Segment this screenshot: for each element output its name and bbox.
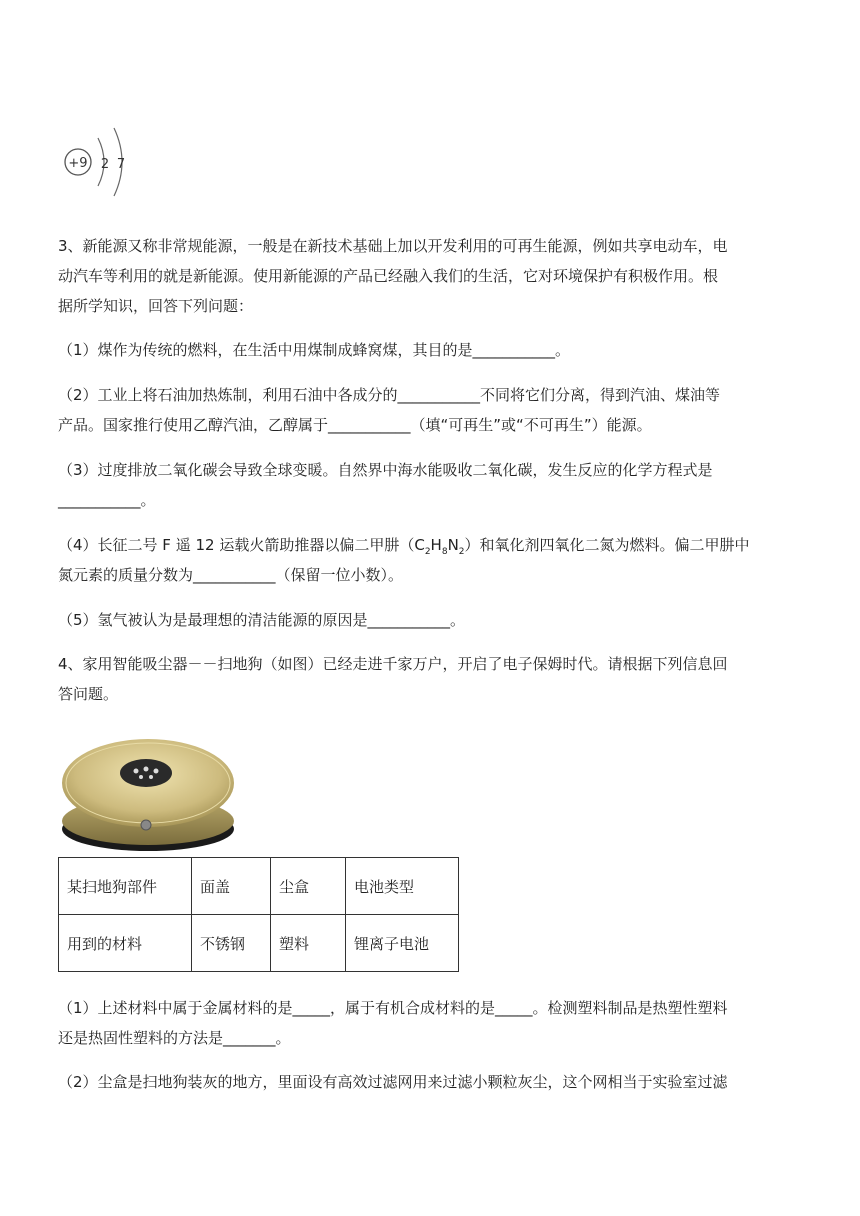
q3-sub-3-line-1: （3）过度排放二氧化碳会导致全球变暖。自然界中海水能吸收二氧化碳，发生反应的化学方程式是 (58, 461, 713, 479)
materials-table (58, 857, 459, 972)
shell-1-electrons: 2 (100, 157, 110, 172)
q4-sub-1-line-1: （1）上述材料中属于金属材料的是_____，属于有机合成材料的是_____。检测塑料制品是热塑性塑料 (58, 999, 728, 1017)
q3-sub-4-line-2: 氮元素的质量分数为___________（保留一位小数）。 (58, 566, 404, 584)
table-cell: 塑料 (271, 915, 346, 972)
q4-intro-line-1: 4、家用智能吸尘器－－扫地狗（如图）已经走进千家万户，开启了电子保姆时代。请根据下列信息回 (58, 655, 728, 673)
table-cell: 用到的材料 (59, 915, 192, 972)
table-row (59, 915, 459, 972)
q3-intro-line-2: 动汽车等利用的就是新能源。使用新能源的产品已经融入我们的生活，它对环境保护有积极作用。根 (58, 267, 719, 285)
table-cell: 尘盒 (271, 858, 346, 915)
q3-intro-line-1: 3、新能源又称非常规能源，一般是在新技术基础上加以开发利用的可再生能源，例如共享电动车，电 (58, 237, 728, 255)
q4-sub-1-line-2: 还是热固性塑料的方法是_______。 (58, 1029, 291, 1047)
atom-structure-diagram (58, 118, 148, 208)
q3-sub-2-line-2: 产品。国家推行使用乙醇汽油，乙醇属于___________（填“可再生”或“不可再生”）能源。 (58, 416, 652, 434)
q3-sub-2-line-1: （2）工业上将石油加热炼制，利用石油中各成分的___________不同将它们分离，得到汽油、煤油等 (58, 386, 721, 404)
q3-sub-1: （1）煤作为传统的燃料，在生活中用煤制成蜂窝煤，其目的是___________。 (58, 341, 571, 359)
table-cell: 面盖 (192, 858, 271, 915)
table-cell: 锂离子电池 (346, 915, 459, 972)
nucleus-charge: +9 (68, 156, 88, 171)
q3-sub-3-line-2: ___________。 (58, 491, 156, 509)
shell-2-electrons: 7 (116, 157, 126, 172)
q3-sub-5: （5）氢气被认为是最理想的清洁能源的原因是___________。 (58, 611, 466, 629)
table-cell: 电池类型 (346, 858, 459, 915)
robot-vacuum-image (58, 725, 238, 859)
table-cell: 某扫地狗部件 (59, 858, 192, 915)
q4-sub-2-line-1: （2）尘盒是扫地狗装灰的地方，里面设有高效过滤网用来过滤小颗粒灰尘，这个网相当于实验室过滤 (58, 1073, 728, 1091)
table-cell: 不锈钢 (192, 915, 271, 972)
table-row (59, 858, 459, 915)
q3-sub-4-line-1: （4）长征二号 F 遥 12 运载火箭助推器以偏二甲肼$(C_2H_8N_2)$和氧化剂四氧化二氮为燃料。偏二甲肼中 (58, 536, 750, 557)
q4-intro-line-2: 答问题。 (58, 685, 119, 703)
q3-intro-line-3: 据所学知识，回答下列问题： (58, 297, 254, 315)
